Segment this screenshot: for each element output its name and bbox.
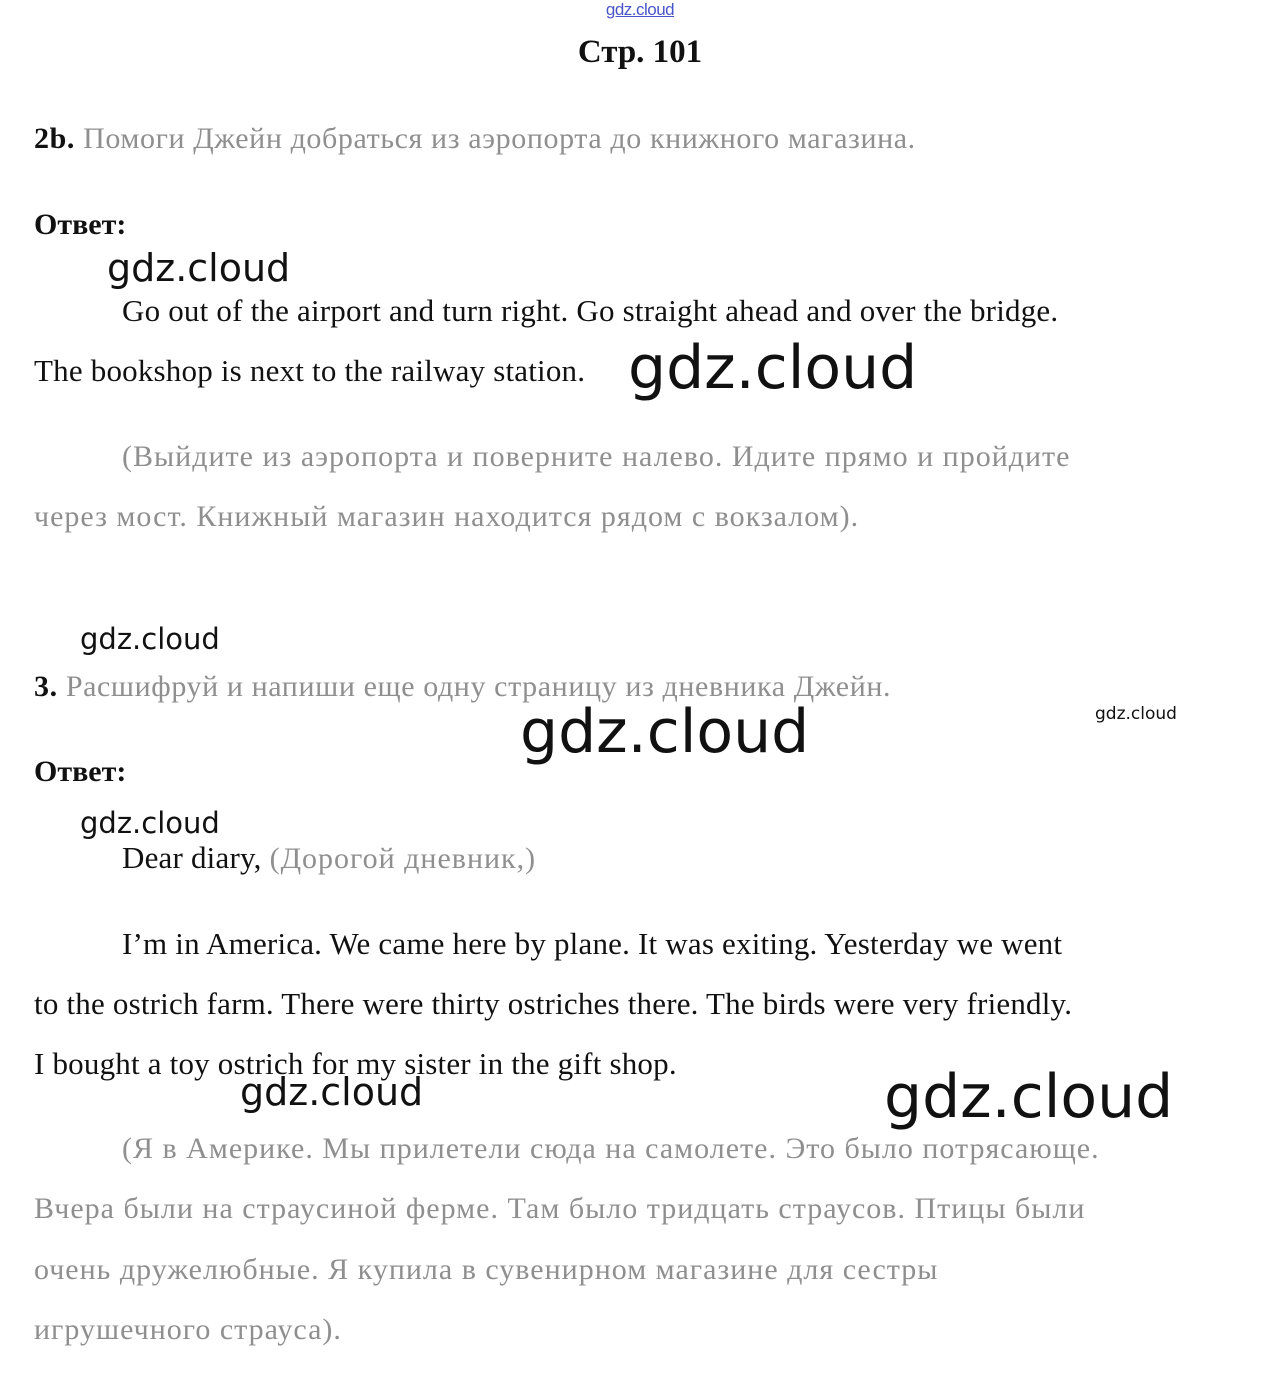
task-2b-number: 2b. xyxy=(34,122,75,155)
task-2b-answer-ru-line-1: (Выйдите из аэропорта и поверните налево. Идите прямо и пройдите xyxy=(122,440,1071,473)
task-3-answer-ru-line-2: Вчера были на страусиной ферме. Там было тридцать страусов. Птицы были xyxy=(34,1192,1086,1225)
task-3-answer-en-line-1: I’m in America. We came here by plane. It was exiting. Yesterday we went xyxy=(122,926,1063,961)
task-3-number: 3. xyxy=(34,670,58,703)
task-2b-answer-en-line-2: The bookshop is next to the railway station. xyxy=(34,353,586,388)
task-2b-text: Помоги Джейн добраться из аэропорта до книжного магазина. xyxy=(83,122,916,155)
task-3-answer-ru-line-4: игрушечного страуса). xyxy=(34,1313,342,1346)
watermark: gdz.cloud xyxy=(107,246,291,290)
watermark: gdz.cloud xyxy=(240,1070,424,1114)
task-2b-answer-en-line-1: Go out of the airport and turn right. Go straight ahead and over the bridge. xyxy=(122,293,1059,328)
watermark: gdz.cloud xyxy=(80,806,220,840)
task-2b-prompt xyxy=(34,122,916,156)
watermark: gdz.cloud xyxy=(1095,704,1177,724)
task-3-answer-en-line-3: I bought a toy ostrich for my sister in the gift shop. xyxy=(34,1046,677,1081)
watermark: gdz.cloud xyxy=(884,1062,1174,1132)
watermark: gdz.cloud xyxy=(80,622,220,656)
site-link[interactable]: gdz.cloud xyxy=(605,0,675,19)
task-3-answer-ru-line-3: очень дружелюбные. Я купила в сувенирном магазине для сестры xyxy=(34,1253,939,1286)
task-3-greeting xyxy=(122,840,536,876)
task-3-text: Расшифруй и напиши еще одну страницу из дневника Джейн. xyxy=(65,670,892,703)
watermark: gdz.cloud xyxy=(628,333,918,403)
task-2b-answer-ru-line-2: через мост. Книжный магазин находится рядом с вокзалом). xyxy=(34,500,860,533)
page-title: Стр. 101 xyxy=(577,34,703,70)
task-3-greeting-en: Dear diary, xyxy=(122,840,262,875)
task-3-answer-ru-line-1: (Я в Америке. Мы прилетели сюда на самолете. Это было потрясающе. xyxy=(122,1132,1100,1165)
task-3-greeting-ru: (Дорогой дневник,) xyxy=(269,842,537,875)
task-3-answer-en-line-2: to the ostrich farm. There were thirty ostriches there. The birds were very friendly. xyxy=(34,986,1073,1021)
watermark: gdz.cloud xyxy=(520,697,810,767)
task-3-answer-label: Ответ: xyxy=(34,755,127,788)
task-2b-answer-label: Ответ: xyxy=(34,208,127,241)
